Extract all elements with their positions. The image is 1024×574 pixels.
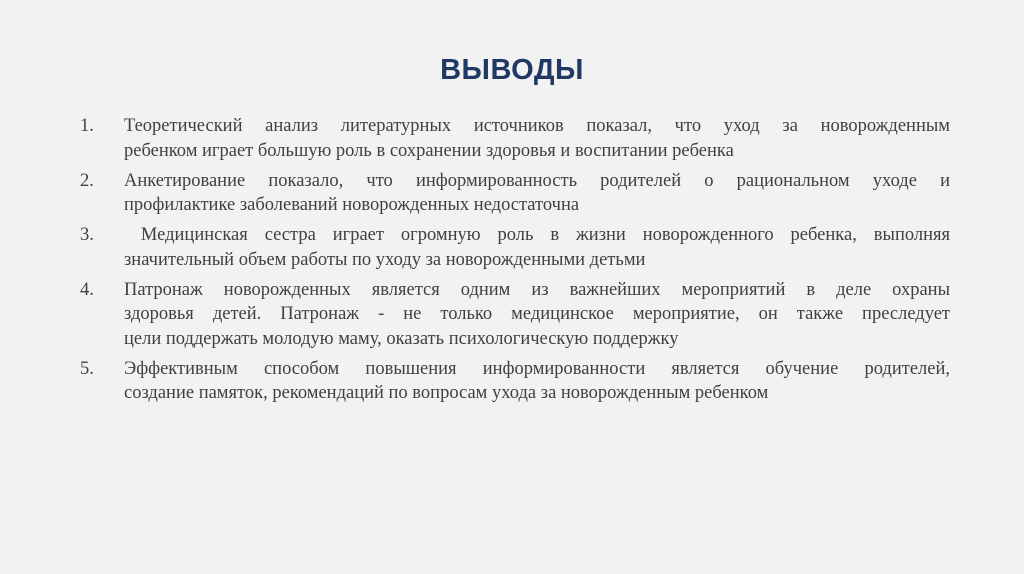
item-text	[124, 223, 950, 272]
list-item	[80, 357, 950, 406]
item-line: Теоретический анализ литературных источников показал, что уход за новорожденным	[124, 116, 950, 136]
slide-title: ВЫВОДЫ	[440, 54, 584, 86]
item-number: 1.	[80, 116, 94, 136]
item-text	[124, 278, 950, 352]
item-line: ребенком играет большую роль в сохранении здоровья и воспитании ребенка	[124, 140, 734, 161]
list-item	[80, 169, 950, 218]
item-number: 4.	[80, 279, 94, 300]
item-line: Анкетирование показало, что информированность родителей о рациональном уходе и	[124, 170, 950, 191]
item-text	[124, 114, 950, 163]
item-number: 3.	[80, 225, 94, 245]
item-line: Патронаж новорожденных является одним из важнейших мероприятий в деле охраны	[124, 279, 950, 300]
list-item	[80, 278, 950, 352]
item-text	[124, 357, 950, 406]
item-number: 2.	[80, 170, 94, 191]
item-line: здоровья детей. Патронаж - не только медицинское мероприятие, он также преследует	[124, 304, 950, 324]
item-line: создание памяток, рекомендаций по вопросам ухода за новорожденным ребенком	[124, 383, 769, 403]
item-number: 5.	[80, 358, 94, 379]
item-line: цели поддержать молодую маму, оказать психологическую поддержку	[124, 328, 679, 349]
item-text	[124, 169, 950, 218]
item-line: значительный объем работы по уходу за новорожденными детьми	[124, 249, 646, 270]
list-item	[80, 223, 950, 272]
item-line: профилактике заболеваний новорожденных недостаточна	[124, 195, 580, 215]
item-line: Медицинская сестра играет огромную роль в жизни новорожденного ребенка, выполняя	[124, 225, 950, 245]
conclusions-list	[80, 114, 950, 411]
list-item	[80, 114, 950, 163]
item-line: Эффективным способом повышения информированности является обучение родителей,	[124, 358, 950, 379]
